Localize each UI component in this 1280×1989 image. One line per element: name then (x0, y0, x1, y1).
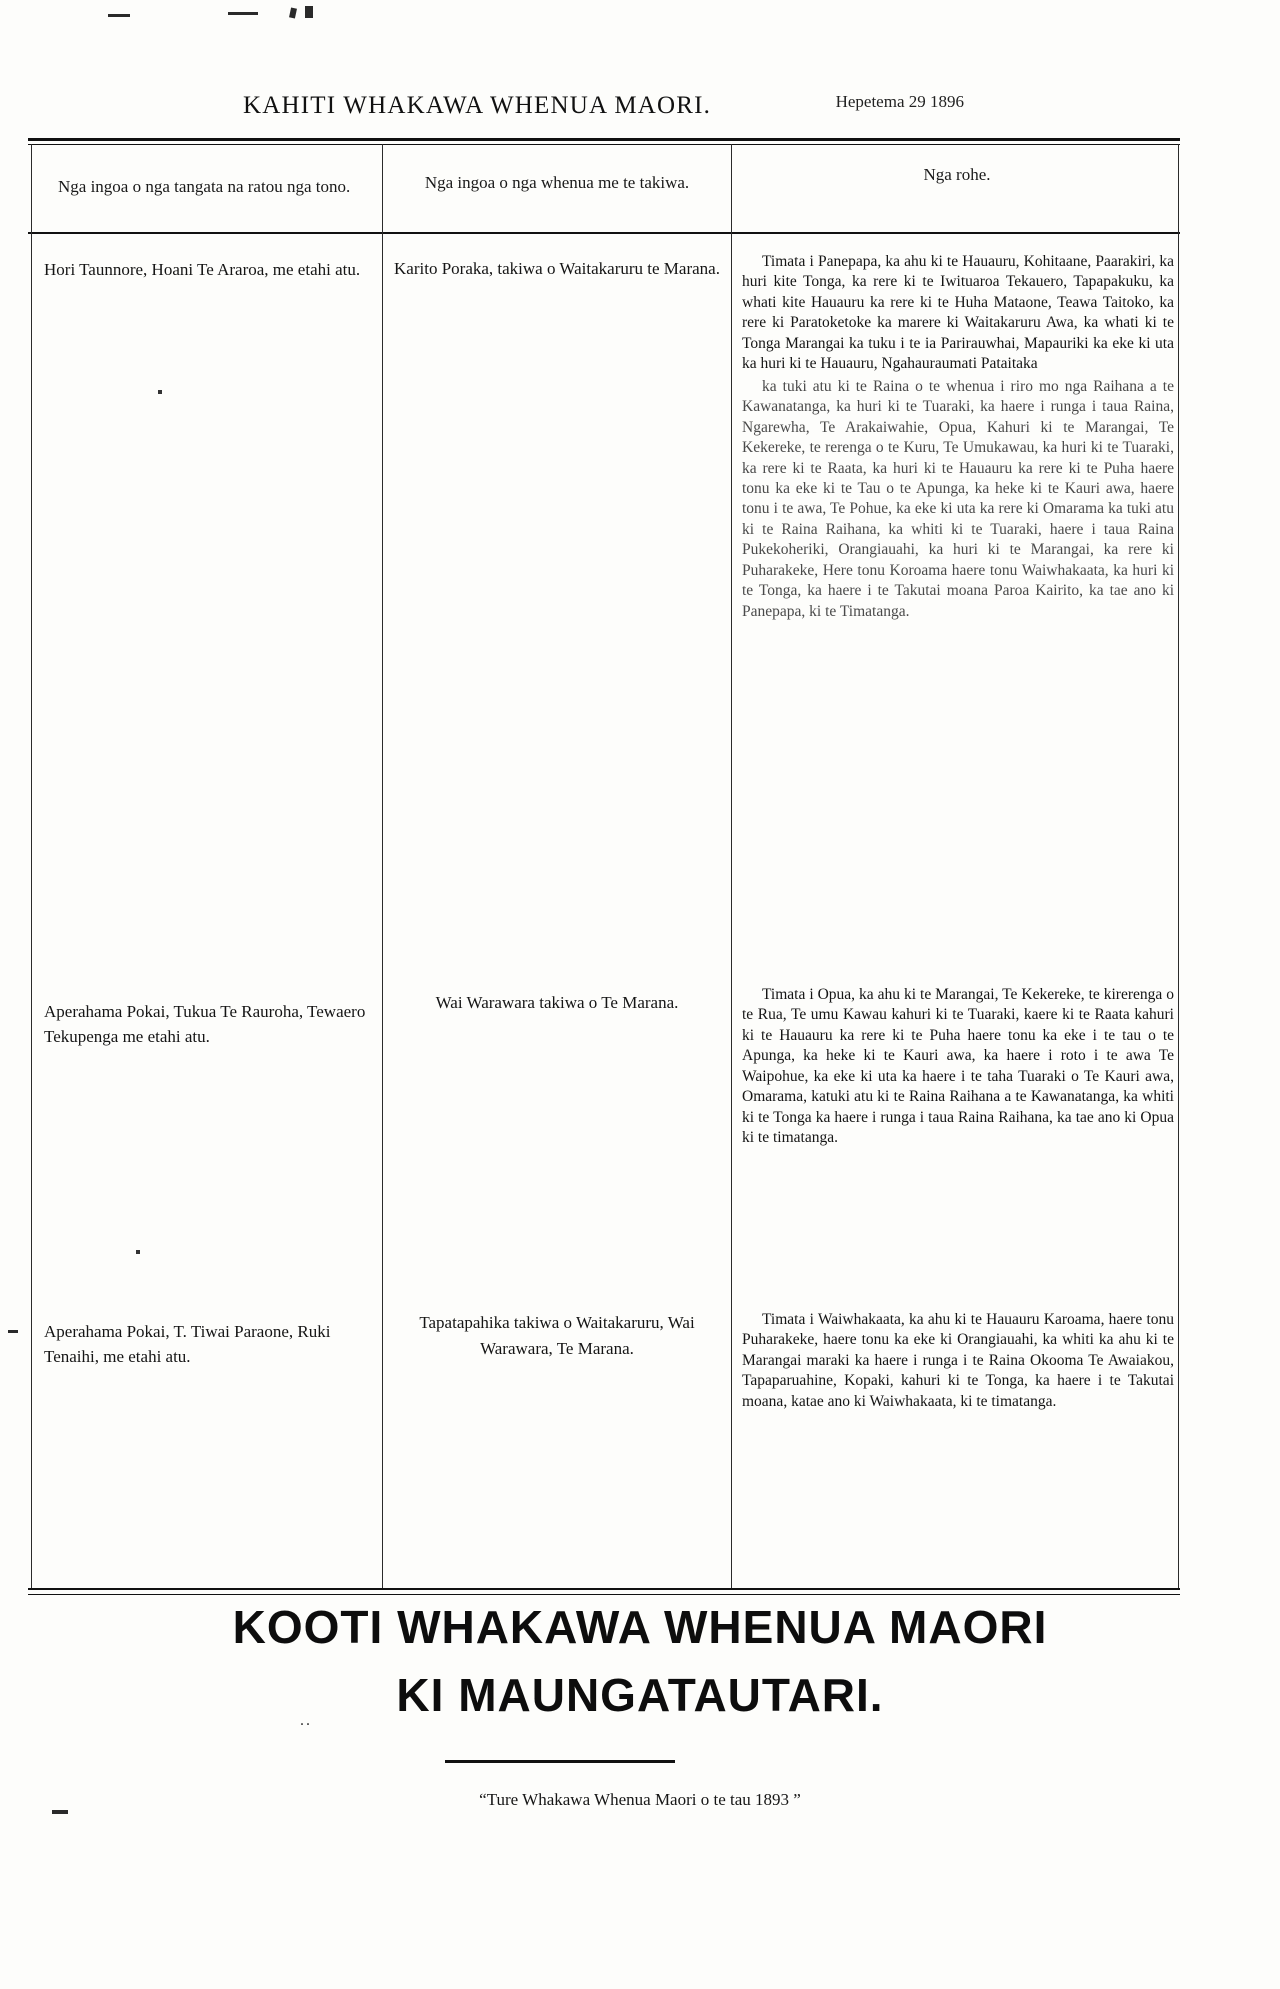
boundary-paragraph: ka tuki atu ki te Raina o te whenua i riro mo nga Raihana a te Kawanatanga, ka huri ki te Tuaraki, ka haere i runga i taua Raina, Ngarewha, Te Arakaiwahie, Opua, Kahuri ki te Marangai, Te Kekereke, te rerenga o te Kuru, Te Umukawau, ka huri ki te Tuaraki, ka rere ki te Raata, ka huri ki te Hauauru ka rere ki te Puha haere tonu ka eke ki te Tau o te Apunga, ka heke ki te Kauri awa, haere tonu i te awa, Te Pohue, ka eke ki uta ka rere ki Omarama ka tuki atu ki te Raina Raihana, ka whiti ki te Tuaraki, haere i taua Raina Pukekoheriki, Orangiauahi, ka huri ki te Marangai, ka rere ki Puharakeke, Here tonu Koroama haere tonu Waiwhakaata, ka huri ki te Tonga, ka haere i te Takutai moana Paroa Kairito, ka tae ano ki Panepapa, ki te Timatanga. (742, 377, 1174, 620)
footer-headline-line-1: KOOTI WHAKAWA WHENUA MAORI (232, 1601, 1048, 1653)
stray-mark: .. (300, 1712, 312, 1729)
column-header-landnames: Nga ingoa o nga whenua me te takiwa. (424, 173, 690, 192)
table-header-divider (28, 232, 1180, 234)
footer-divider (445, 1760, 675, 1763)
stray-mark (289, 7, 297, 18)
boundary-paragraph: Timata i Waiwhakaata, ka ahu ki te Hauauru Karoama, haere tonu Puharakeke, haere tonu ka eke ki Orangiauahi, ka whiti ka ahu ki te Marangai maraki ka haere i runga i te Raina Okooma Te Awaiakou, Tapaparuahine, Kopaki, kahuri ki te Tonga, ka haere i te Takutai moana, katae ano ki Waiwhakaata, ki te timatanga. (742, 1311, 1174, 1410)
stray-mark (305, 6, 313, 18)
table-row: Aperahama Pokai, T. Tiwai Paraone, Ruki Tenaihi, me etahi atu. (44, 1322, 331, 1366)
ink-dot (136, 1250, 140, 1254)
column-header-applicants: Nga ingoa o nga tangata na ratou nga tono. (58, 177, 351, 196)
table-row: Hori Taunnore, Hoani Te Araroa, me etahi atu. (44, 260, 361, 279)
table-bottom-border (28, 1588, 1180, 1590)
table-right-border (1178, 144, 1179, 1588)
table-row (742, 985, 1174, 1151)
stray-mark (228, 12, 258, 15)
table-row: Wai Warawara takiwa o Te Marana. (435, 993, 679, 1012)
table-row: Aperahama Pokai, Tukua Te Rauroha, Tewaero Tekupenga me etahi atu. (44, 1002, 366, 1046)
table-row: Karito Poraka, takiwa o Waitakaruru te Marana. (394, 259, 720, 278)
table-top-border-thin (28, 144, 1180, 145)
stray-mark (52, 1810, 68, 1814)
table-row: Tapatapahika takiwa o Waitakaruru, Wai Warawara, Te Marana. (419, 1313, 695, 1358)
stray-mark (8, 1330, 18, 1333)
stray-mark (108, 14, 130, 17)
table-row (742, 252, 1174, 624)
footer-caption: “Ture Whakawa Whenua Maori o te tau 1893 ” (479, 1790, 801, 1809)
issue-date: Hepetema 29 1896 (835, 92, 964, 111)
table-top-border (28, 138, 1180, 141)
table-bottom-border-thin (28, 1594, 1180, 1595)
ink-dot (158, 390, 162, 394)
boundary-paragraph: Timata i Panepapa, ka ahu ki te Hauauru, Kohitaane, Paarakiri, ka huri kite Tonga, ka rere ki te Iwituaroa Tekauero, Tapapakuku, ka whati kite Hauauru ka rere ki te Huha Mataone, Teawa Taitoko, ka rere ki Paratoketoke ka marere ki Waitakaruru Awa, ka whati ki te Tonga Marangai ka tuku i te ia Parirauwhai, Mapauriki ka eke ki uta ka huri ki te Hauauru, Ngahauraumati Pataitaka (742, 253, 1174, 373)
table-row (742, 1310, 1174, 1414)
boundary-paragraph: Timata i Opua, ka ahu ki te Marangai, Te Kekereke, te kirerenga o te Rua, Te umu Kawau kahuri ki te Tuaraki, kaere ki te Raata kahuri ki te Hauauru ka rere ki te Puha haere tonu ka eke i te tau o te Apunga, ka heke ki te Kauri awa, ka haere i roto i te awa Te Waipohue, ka eke ki uta ka haere i te taha Tuaraki o Te Kauri awa, Omarama, katuki atu ki te Raina Raihana a te Kawanatanga, ka whiti ki te Tonga ka haere i runga i taua Raina Raihana, ka tae ano ki Opua ki te timatanga. (742, 986, 1174, 1147)
table-left-border (31, 144, 32, 1588)
table-column-divider-2 (731, 144, 732, 1588)
column-header-boundaries: Nga rohe. (923, 165, 991, 184)
page-title: KAHITI WHAKAWA WHENUA MAORI. (243, 92, 712, 119)
footer-headline-line-2: KI MAUNGATAUTARI. (396, 1669, 884, 1721)
table-column-divider-1 (382, 144, 383, 1588)
